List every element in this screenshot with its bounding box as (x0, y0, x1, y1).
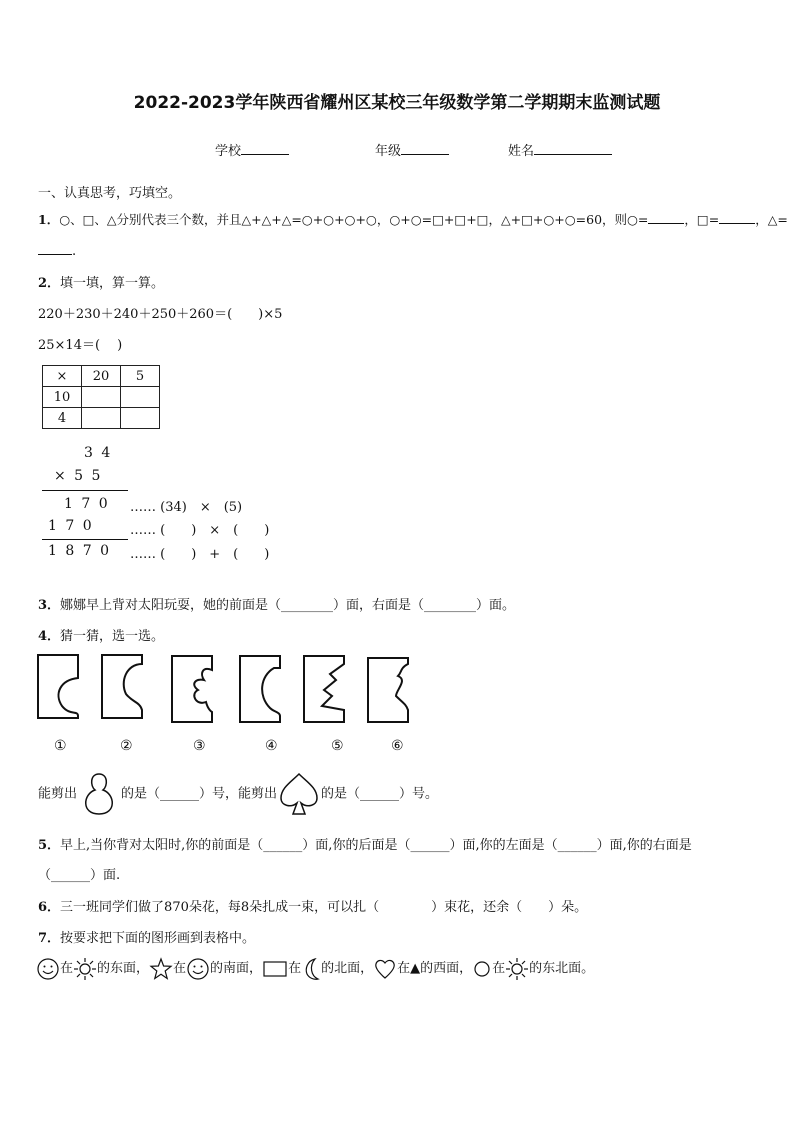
q5-number: 5． (38, 838, 61, 853)
sun-icon (73, 957, 97, 981)
q3-text: 娜娜早上背对太阳玩耍，她的前面是（________）面，右面是（________）面。 (60, 598, 516, 613)
q1-end: . (72, 244, 77, 259)
q7-shapes-line (36, 956, 594, 982)
question-1 (38, 209, 788, 228)
table-row-header: 4 (43, 408, 82, 429)
table-blank-cell[interactable] (82, 408, 121, 429)
vertical-line-2 (42, 539, 128, 540)
q7-text: 按要求把下面的图形画到表格中。 (60, 931, 256, 946)
question-7 (38, 927, 255, 946)
q1-blank-triangle[interactable] (38, 240, 72, 255)
grade-blank[interactable] (401, 140, 449, 155)
heart-icon (373, 957, 397, 981)
q2-equation-1: 220＋230＋240＋250＋260＝( )×5 (38, 307, 283, 322)
question-3 (38, 594, 515, 613)
q4-number: 4． (38, 629, 61, 644)
cut-shape-2 (102, 655, 142, 718)
moon-icon (301, 957, 321, 981)
cut-shape-5 (304, 656, 344, 722)
q4-text: 猜一猜，选一选。 (60, 629, 165, 644)
q6-text: 三一班同学们做了870朵花，每8朵扎成一束，可以扎（ ）束花，还余（ ）朵。 (60, 900, 588, 915)
q3-number: 3． (38, 598, 61, 613)
cut-shape-4 (240, 656, 280, 722)
section-heading: 一、认真思考，巧填空。 (38, 186, 182, 201)
vertical-multiplier: × 5 5 (54, 468, 103, 484)
school-blank[interactable] (241, 140, 289, 155)
q7-p6: 的北面， (321, 961, 374, 976)
gourd-icon (77, 770, 121, 818)
cut-shape-3 (172, 656, 212, 722)
shape-label-2: ② (120, 738, 133, 754)
school-field (215, 140, 289, 159)
q2-number: 2． (38, 276, 61, 291)
table-blank-cell[interactable] (121, 408, 160, 429)
name-label: 姓名 (508, 144, 535, 159)
shape-label-6: ⑥ (391, 738, 404, 754)
q1-number: 1． (38, 212, 60, 227)
q7-p1: 在 (60, 961, 74, 976)
sun-icon (505, 957, 529, 981)
q1-line2 (38, 240, 76, 259)
q2-text: 填一填，算一算。 (60, 276, 165, 291)
page-title: 2022-2023学年陕西省耀州区某校三年级数学第二学期期末监测试题 (133, 93, 661, 113)
grade-field (375, 140, 449, 159)
table-blank-cell[interactable] (82, 387, 121, 408)
vertical-partial-1: 1 7 0 (64, 496, 110, 512)
shape-label-4: ④ (265, 738, 278, 754)
q4-answer-line (38, 770, 438, 818)
vertical-top: 3 4 (84, 445, 113, 461)
q2-equation-2: 25×14＝( ) (38, 338, 123, 353)
q2-multiplication-table (42, 365, 160, 429)
q4-answer-prefix: 能剪出 (38, 786, 78, 802)
table-header-cell: 5 (121, 366, 160, 387)
q5-line1: 早上,当你背对太阳时,你的前面是（______）面,你的后面是（______）面,你的左面是（______）面,你的右面是 (60, 838, 692, 853)
school-label: 学校 (215, 144, 242, 159)
spade-icon (277, 770, 321, 818)
question-6 (38, 896, 587, 915)
table-row-header: 10 (43, 387, 82, 408)
q4-answer-mid1: 的是（______）号，能剪出 (121, 786, 278, 802)
table-header-cell: 20 (82, 366, 121, 387)
question-4 (38, 625, 164, 644)
q1-blank-circle[interactable] (648, 209, 684, 224)
q4-answer-mid2: 的是（______）号。 (321, 786, 439, 802)
q6-number: 6． (38, 900, 61, 915)
vertical-line-1 (42, 490, 128, 491)
rectangle-icon (262, 959, 288, 979)
star-icon (149, 957, 173, 981)
shape-label-5: ⑤ (331, 738, 344, 754)
vertical-note-3: …… ( ) + ( ) (130, 547, 270, 562)
shape-label-1: ① (54, 738, 67, 754)
q7-p8: 在 (492, 961, 506, 976)
paper-cut-shapes (30, 650, 430, 730)
grade-label: 年级 (375, 144, 402, 159)
smiley-icon (186, 957, 210, 981)
shape-label-3: ③ (193, 738, 206, 754)
q7-p3: 在 (173, 961, 187, 976)
question-2 (38, 272, 164, 291)
q1-blank-square[interactable] (719, 209, 755, 224)
smiley-icon (36, 957, 60, 981)
cut-shape-6 (368, 658, 408, 722)
q5-line2: （______）面. (38, 868, 121, 883)
table-blank-cell[interactable] (121, 387, 160, 408)
q7-number: 7． (38, 931, 61, 946)
q7-p5: 在 (288, 961, 302, 976)
vertical-result: 1 8 7 0 (48, 543, 111, 559)
q7-p2: 的东面， (97, 961, 150, 976)
name-blank[interactable] (534, 140, 612, 155)
name-field (508, 140, 612, 159)
circle-icon (472, 957, 492, 981)
q1-sep1: ，□= (684, 212, 720, 227)
q1-text: ○、□、△分别代表三个数，并且△+△+△=○+○+○+○，○+○=□+□+□，△+□+○+○=60，则○= (59, 212, 649, 227)
cut-shape-1 (38, 655, 78, 718)
vertical-note-1: …… (34) × (5) (130, 500, 243, 515)
q1-sep2: ，△= (755, 212, 788, 227)
table-header-cell: × (43, 366, 82, 387)
question-5 (38, 834, 692, 853)
q7-p4: 的南面， (210, 961, 263, 976)
vertical-partial-2: 1 7 0 (48, 518, 94, 534)
vertical-note-2: …… ( ) × ( ) (130, 523, 270, 538)
q7-p7: 在▲的西面， (397, 961, 473, 976)
q7-p9: 的东北面。 (529, 961, 595, 976)
